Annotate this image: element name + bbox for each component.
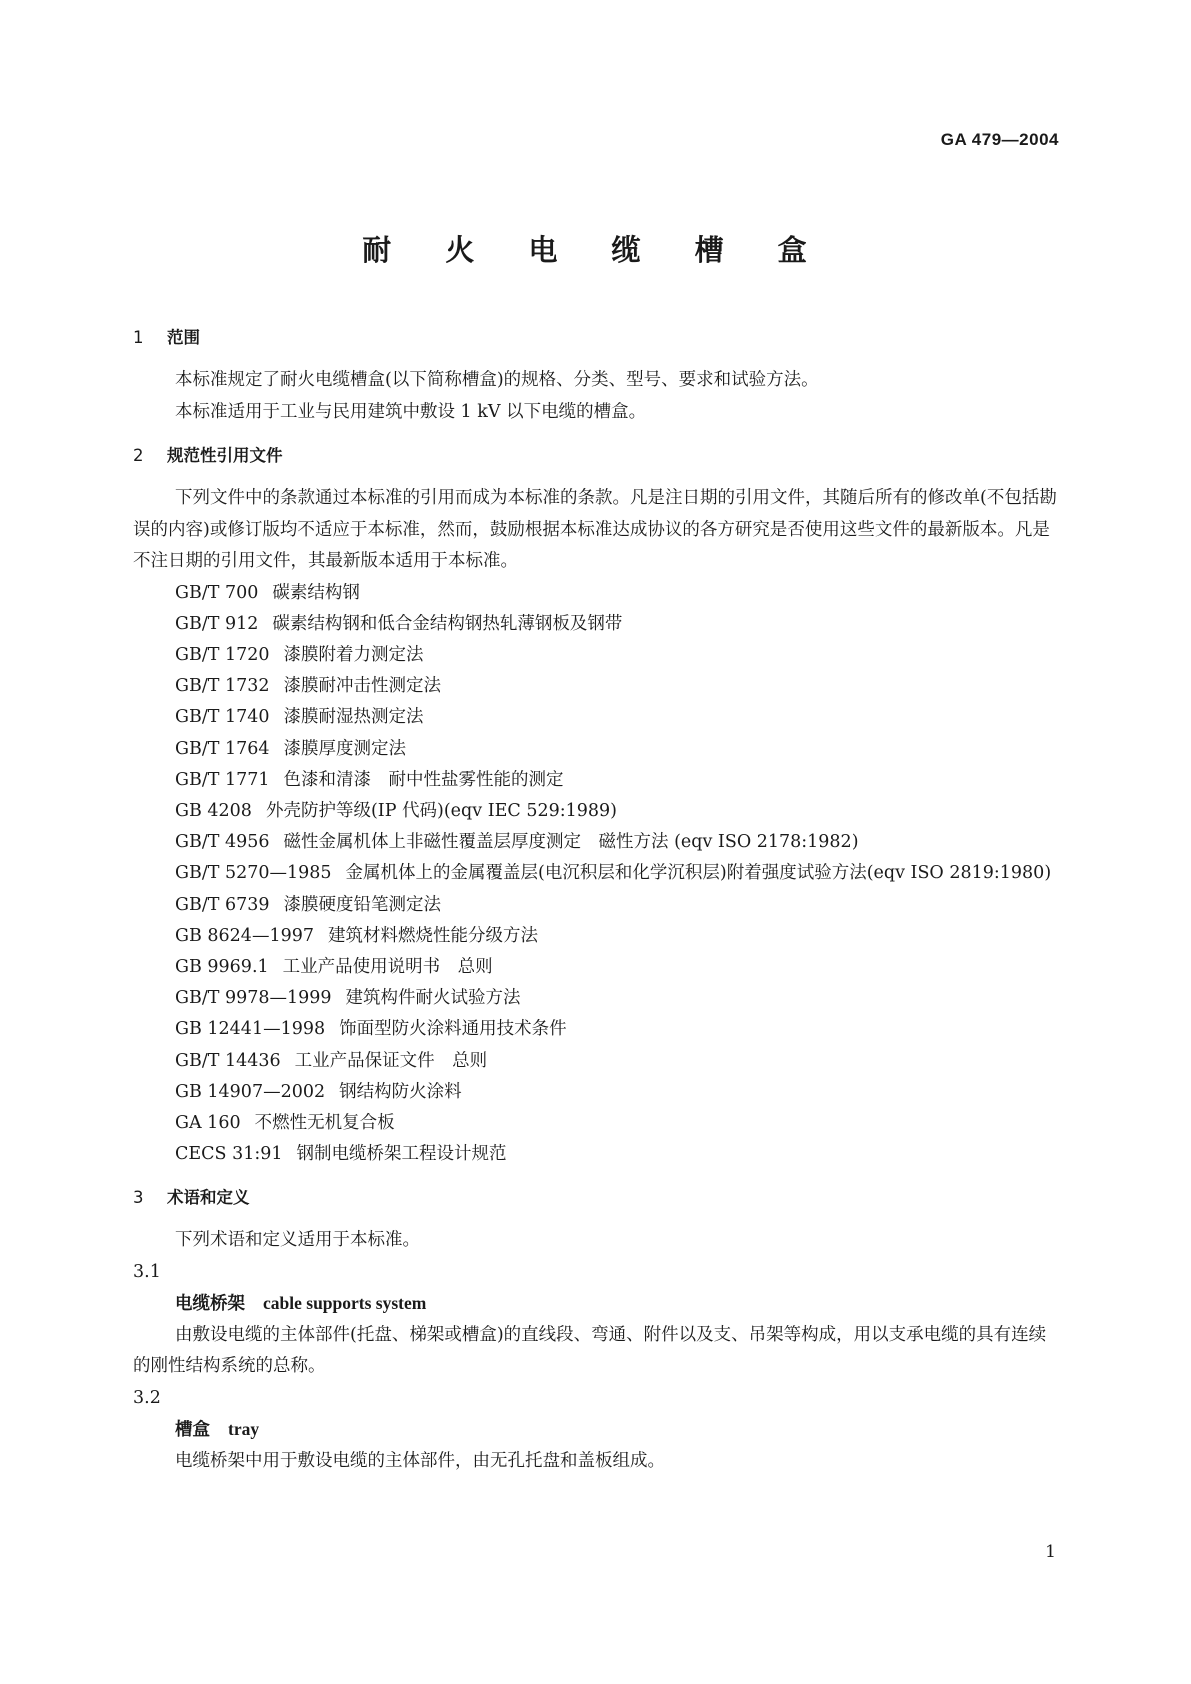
reference-item: GB/T 700 碳素结构钢 — [175, 582, 360, 603]
clause-number: 3.1 — [133, 1261, 161, 1282]
section-title: 术语和定义 — [167, 1188, 250, 1208]
section-1-heading — [133, 322, 1061, 354]
paragraph: 本标准规定了耐火电缆槽盒(以下简称槽盒)的规格、分类、型号、要求和试验方法。 — [175, 370, 819, 390]
standard-code: GA 479—2004 — [940, 130, 1059, 149]
paragraph: 下列术语和定义适用于本标准。 — [175, 1230, 420, 1251]
reference-item: GB/T 14436 工业产品保证文件 总则 — [175, 1050, 488, 1071]
term-heading — [133, 1288, 1061, 1320]
section-number: 3 — [133, 1188, 144, 1208]
reference-item: GB/T 1771 色漆和清漆 耐中性盐雾性能的测定 — [175, 769, 564, 790]
reference-item: CECS 31:91 钢制电缆桥架工程设计规范 — [175, 1144, 507, 1165]
section-title: 范围 — [167, 328, 200, 347]
reference-list — [133, 578, 1061, 1171]
reference-item: GB/T 912 碳素结构钢和低合金结构钢热轧薄钢板及钢带 — [175, 613, 623, 634]
term-definition: 电缆桥架中用于敷设电缆的主体部件，由无孔托盘和盖板组成。 — [175, 1450, 665, 1471]
term-zh: 槽盒 — [175, 1419, 210, 1440]
reference-item: GA 160 不燃性无机复合板 — [175, 1112, 395, 1133]
reference-item: GB/T 1720 漆膜附着力测定法 — [175, 644, 424, 665]
paragraph: 本标准适用于工业与民用建筑中敷设 1 kV 以下电缆的槽盒。 — [175, 401, 647, 422]
reference-item: GB/T 4956 磁性金属机体上非磁性覆盖层厚度测定 磁性方法 (eqv ISO 2178:1982) — [175, 832, 859, 853]
reference-item: GB 8624—1997 建筑材料燃烧性能分级方法 — [175, 925, 538, 946]
term-heading — [133, 1414, 1061, 1446]
reference-item: GB/T 1732 漆膜耐冲击性测定法 — [175, 676, 442, 697]
term-en: tray — [228, 1418, 260, 1439]
term-zh: 电缆桥架 — [175, 1293, 245, 1314]
section-number: 2 — [133, 446, 144, 465]
section-title: 规范性引用文件 — [167, 446, 283, 465]
section-2-heading — [133, 440, 1061, 472]
reference-item: GB 14907—2002 钢结构防火涂料 — [175, 1081, 462, 1102]
reference-item: GB/T 1740 漆膜耐湿热测定法 — [175, 707, 424, 728]
clause-number: 3.2 — [133, 1387, 161, 1408]
reference-item: GB/T 1764 漆膜厚度测定法 — [175, 738, 407, 759]
reference-item: GB/T 6739 漆膜硬度铅笔测定法 — [175, 894, 442, 915]
page-number: 1 — [1045, 1542, 1056, 1562]
reference-item: GB 9969.1 工业产品使用说明书 总则 — [175, 956, 493, 977]
document-body — [133, 322, 1061, 1477]
section-number: 1 — [133, 328, 144, 347]
section-3-heading — [133, 1182, 1061, 1214]
reference-item: GB/T 5270—1985 金属机体上的金属覆盖层(电沉积层和化学沉积层)附着强度试验方法(eqv ISO 2819:1980) — [175, 863, 1052, 884]
document-title: 耐 火 电 缆 槽 盒 — [362, 233, 829, 267]
term-en: cable supports system — [263, 1292, 427, 1313]
paragraph: 下列文件中的条款通过本标准的引用而成为本标准的条款。凡是注日期的引用文件，其随后所有的修改单(不包括勘误的内容)或修订版均不适应于本标准，然而，鼓励根据本标准达成协议的各方研究是否使用这些文件的最新版本。凡是不注日期的引用文件，其最新版本适用于本标准。 — [133, 488, 1057, 571]
reference-item: GB/T 9978—1999 建筑构件耐火试验方法 — [175, 988, 521, 1009]
reference-item: GB 12441—1998 饰面型防火涂料通用技术条件 — [175, 1019, 567, 1040]
reference-item: GB 4208 外壳防护等级(IP 代码)(eqv IEC 529:1989) — [175, 800, 617, 821]
term-definition: 由敷设电缆的主体部件(托盘、梯架或槽盒)的直线段、弯通、附件以及支、吊架等构成，用以支承电缆的具有连续的刚性结构系统的总称。 — [133, 1324, 1047, 1377]
